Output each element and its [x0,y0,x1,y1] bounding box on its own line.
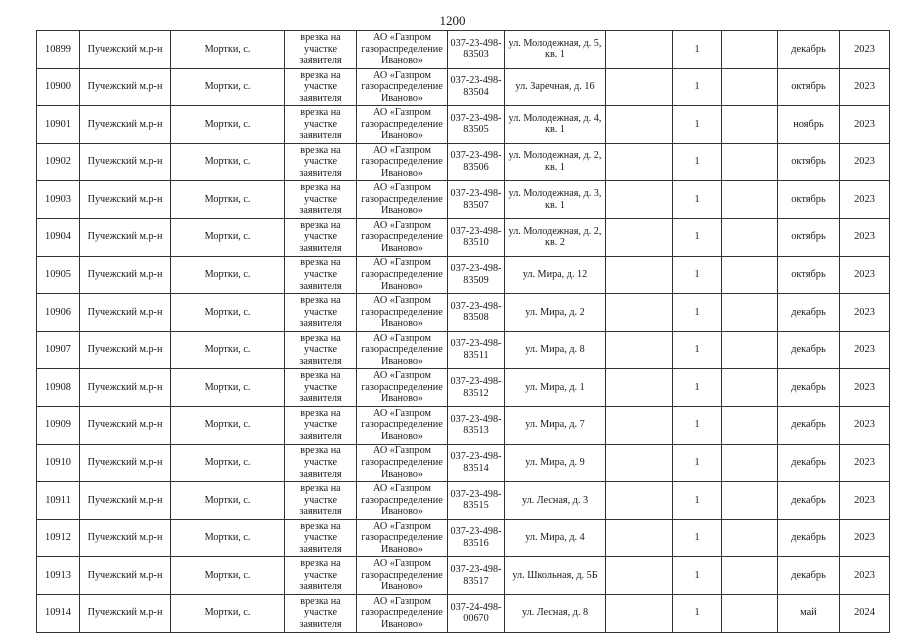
work-type-cell: врезка на участке заявителя [285,106,357,144]
empty-cell [722,519,778,557]
empty-cell [722,369,778,407]
table-row [37,482,890,520]
quantity-cell: 1 [673,256,722,294]
application-code-cell: 037-23-498-83507 [448,181,505,219]
completion-month-cell: декабрь [778,294,840,332]
completion-month-cell: декабрь [778,406,840,444]
district-cell: Пучежский м.р-н [80,294,171,332]
district-cell: Пучежский м.р-н [80,519,171,557]
completion-year-cell: 2023 [840,482,890,520]
district-cell: Пучежский м.р-н [80,444,171,482]
address-cell: ул. Молодежная, д. 3, кв. 1 [505,181,606,219]
address-cell: ул. Мира, д. 12 [505,256,606,294]
work-type-cell: врезка на участке заявителя [285,181,357,219]
table-row [37,256,890,294]
completion-month-cell: октябрь [778,256,840,294]
application-code-cell: 037-23-498-83516 [448,519,505,557]
table-row [37,68,890,106]
table-row [37,294,890,332]
organization-cell: АО «Газпром газораспределение Иваново» [357,519,448,557]
settlement-cell: Мортки, с. [171,369,285,407]
completion-year-cell: 2023 [840,294,890,332]
object-number-cell: 10908 [37,369,80,407]
empty-cell [606,181,673,219]
empty-cell [606,406,673,444]
empty-cell [722,143,778,181]
settlement-cell: Мортки, с. [171,31,285,69]
quantity-cell: 1 [673,181,722,219]
organization-cell: АО «Газпром газораспределение Иваново» [357,31,448,69]
application-code-cell: 037-23-498-83505 [448,106,505,144]
district-cell: Пучежский м.р-н [80,181,171,219]
work-type-cell: врезка на участке заявителя [285,406,357,444]
application-code-cell: 037-23-498-83508 [448,294,505,332]
address-cell: ул. Лесная, д. 3 [505,482,606,520]
object-number-cell: 10905 [37,256,80,294]
completion-year-cell: 2023 [840,106,890,144]
empty-cell [606,519,673,557]
object-number-cell: 10901 [37,106,80,144]
quantity-cell: 1 [673,594,722,632]
address-cell: ул. Молодежная, д. 4, кв. 1 [505,106,606,144]
empty-cell [722,444,778,482]
address-cell: ул. Мира, д. 1 [505,369,606,407]
table-row [37,31,890,69]
quantity-cell: 1 [673,369,722,407]
address-cell: ул. Молодежная, д. 2, кв. 1 [505,143,606,181]
completion-month-cell: декабрь [778,519,840,557]
completion-year-cell: 2023 [840,181,890,219]
completion-month-cell: декабрь [778,331,840,369]
organization-cell: АО «Газпром газораспределение Иваново» [357,106,448,144]
registry-sheet [36,30,889,630]
address-cell: ул. Мира, д. 8 [505,331,606,369]
completion-year-cell: 2023 [840,406,890,444]
district-cell: Пучежский м.р-н [80,482,171,520]
completion-year-cell: 2023 [840,31,890,69]
settlement-cell: Мортки, с. [171,218,285,256]
work-type-cell: врезка на участке заявителя [285,482,357,520]
object-number-cell: 10913 [37,557,80,595]
completion-month-cell: октябрь [778,68,840,106]
district-cell: Пучежский м.р-н [80,68,171,106]
organization-cell: АО «Газпром газораспределение Иваново» [357,256,448,294]
completion-month-cell: октябрь [778,218,840,256]
object-number-cell: 10902 [37,143,80,181]
work-type-cell: врезка на участке заявителя [285,31,357,69]
completion-year-cell: 2023 [840,143,890,181]
settlement-cell: Мортки, с. [171,256,285,294]
completion-year-cell: 2023 [840,369,890,407]
completion-year-cell: 2023 [840,557,890,595]
empty-cell [606,482,673,520]
address-cell: ул. Мира, д. 9 [505,444,606,482]
empty-cell [722,557,778,595]
quantity-cell: 1 [673,482,722,520]
quantity-cell: 1 [673,557,722,595]
work-type-cell: врезка на участке заявителя [285,143,357,181]
work-type-cell: врезка на участке заявителя [285,68,357,106]
application-code-cell: 037-23-498-83512 [448,369,505,407]
table-row [37,181,890,219]
empty-cell [606,331,673,369]
quantity-cell: 1 [673,68,722,106]
empty-cell [606,256,673,294]
work-type-cell: врезка на участке заявителя [285,369,357,407]
table-row [37,557,890,595]
object-number-cell: 10904 [37,218,80,256]
organization-cell: АО «Газпром газораспределение Иваново» [357,331,448,369]
organization-cell: АО «Газпром газораспределение Иваново» [357,557,448,595]
completion-year-cell: 2023 [840,256,890,294]
completion-year-cell: 2023 [840,68,890,106]
district-cell: Пучежский м.р-н [80,143,171,181]
completion-year-cell: 2023 [840,218,890,256]
completion-month-cell: октябрь [778,181,840,219]
table-row [37,106,890,144]
district-cell: Пучежский м.р-н [80,218,171,256]
empty-cell [722,256,778,294]
quantity-cell: 1 [673,519,722,557]
object-number-cell: 10911 [37,482,80,520]
page-number: 1200 [439,13,466,28]
table-row [37,369,890,407]
district-cell: Пучежский м.р-н [80,369,171,407]
object-number-cell: 10907 [37,331,80,369]
completion-month-cell: октябрь [778,143,840,181]
settlement-cell: Мортки, с. [171,594,285,632]
quantity-cell: 1 [673,106,722,144]
empty-cell [606,557,673,595]
address-cell: ул. Мира, д. 4 [505,519,606,557]
object-number-cell: 10899 [37,31,80,69]
organization-cell: АО «Газпром газораспределение Иваново» [357,143,448,181]
application-code-cell: 037-23-498-83506 [448,143,505,181]
empty-cell [606,143,673,181]
object-number-cell: 10909 [37,406,80,444]
organization-cell: АО «Газпром газораспределение Иваново» [357,181,448,219]
empty-cell [722,294,778,332]
table-row [37,594,890,632]
address-cell: ул. Заречная, д. 16 [505,68,606,106]
address-cell: ул. Школьная, д. 5Б [505,557,606,595]
settlement-cell: Мортки, с. [171,519,285,557]
district-cell: Пучежский м.р-н [80,406,171,444]
settlement-cell: Мортки, с. [171,444,285,482]
object-number-cell: 10910 [37,444,80,482]
organization-cell: АО «Газпром газораспределение Иваново» [357,482,448,520]
empty-cell [606,294,673,332]
empty-cell [606,218,673,256]
registry-body [37,31,890,633]
settlement-cell: Мортки, с. [171,482,285,520]
completion-month-cell: декабрь [778,369,840,407]
empty-cell [606,31,673,69]
work-type-cell: врезка на участке заявителя [285,557,357,595]
organization-cell: АО «Газпром газораспределение Иваново» [357,444,448,482]
completion-year-cell: 2023 [840,331,890,369]
work-type-cell: врезка на участке заявителя [285,594,357,632]
completion-year-cell: 2023 [840,444,890,482]
empty-cell [722,218,778,256]
organization-cell: АО «Газпром газораспределение Иваново» [357,406,448,444]
quantity-cell: 1 [673,218,722,256]
table-row [37,406,890,444]
empty-cell [606,68,673,106]
work-type-cell: врезка на участке заявителя [285,519,357,557]
work-type-cell: врезка на участке заявителя [285,444,357,482]
empty-cell [606,369,673,407]
settlement-cell: Мортки, с. [171,143,285,181]
settlement-cell: Мортки, с. [171,331,285,369]
completion-year-cell: 2023 [840,519,890,557]
application-code-cell: 037-23-498-83513 [448,406,505,444]
quantity-cell: 1 [673,444,722,482]
settlement-cell: Мортки, с. [171,181,285,219]
quantity-cell: 1 [673,331,722,369]
empty-cell [606,594,673,632]
organization-cell: АО «Газпром газораспределение Иваново» [357,218,448,256]
application-code-cell: 037-23-498-83509 [448,256,505,294]
district-cell: Пучежский м.р-н [80,106,171,144]
work-type-cell: врезка на участке заявителя [285,256,357,294]
gasification-registry-table [36,30,890,633]
empty-cell [606,444,673,482]
quantity-cell: 1 [673,31,722,69]
empty-cell [722,406,778,444]
quantity-cell: 1 [673,143,722,181]
settlement-cell: Мортки, с. [171,294,285,332]
empty-cell [722,331,778,369]
work-type-cell: врезка на участке заявителя [285,218,357,256]
table-row [37,519,890,557]
object-number-cell: 10914 [37,594,80,632]
settlement-cell: Мортки, с. [171,106,285,144]
application-code-cell: 037-23-498-83514 [448,444,505,482]
district-cell: Пучежский м.р-н [80,557,171,595]
address-cell: ул. Молодежная, д. 2, кв. 2 [505,218,606,256]
completion-month-cell: декабрь [778,557,840,595]
district-cell: Пучежский м.р-н [80,256,171,294]
organization-cell: АО «Газпром газораспределение Иваново» [357,294,448,332]
table-row [37,331,890,369]
quantity-cell: 1 [673,294,722,332]
address-cell: ул. Лесная, д. 8 [505,594,606,632]
empty-cell [722,482,778,520]
table-row [37,218,890,256]
address-cell: ул. Мира, д. 7 [505,406,606,444]
object-number-cell: 10903 [37,181,80,219]
work-type-cell: врезка на участке заявителя [285,331,357,369]
district-cell: Пучежский м.р-н [80,31,171,69]
table-row [37,143,890,181]
empty-cell [722,181,778,219]
quantity-cell: 1 [673,406,722,444]
completion-year-cell: 2024 [840,594,890,632]
empty-cell [722,594,778,632]
application-code-cell: 037-23-498-83503 [448,31,505,69]
application-code-cell: 037-23-498-83515 [448,482,505,520]
completion-month-cell: май [778,594,840,632]
empty-cell [722,68,778,106]
application-code-cell: 037-23-498-83504 [448,68,505,106]
empty-cell [722,31,778,69]
district-cell: Пучежский м.р-н [80,594,171,632]
application-code-cell: 037-24-498-00670 [448,594,505,632]
object-number-cell: 10912 [37,519,80,557]
settlement-cell: Мортки, с. [171,406,285,444]
completion-month-cell: декабрь [778,482,840,520]
table-row [37,444,890,482]
completion-month-cell: декабрь [778,444,840,482]
empty-cell [606,106,673,144]
organization-cell: АО «Газпром газораспределение Иваново» [357,594,448,632]
application-code-cell: 037-23-498-83517 [448,557,505,595]
settlement-cell: Мортки, с. [171,557,285,595]
settlement-cell: Мортки, с. [171,68,285,106]
organization-cell: АО «Газпром газораспределение Иваново» [357,369,448,407]
district-cell: Пучежский м.р-н [80,331,171,369]
address-cell: ул. Молодежная, д. 5, кв. 1 [505,31,606,69]
application-code-cell: 037-23-498-83511 [448,331,505,369]
object-number-cell: 10900 [37,68,80,106]
address-cell: ул. Мира, д. 2 [505,294,606,332]
organization-cell: АО «Газпром газораспределение Иваново» [357,68,448,106]
application-code-cell: 037-23-498-83510 [448,218,505,256]
completion-month-cell: ноябрь [778,106,840,144]
work-type-cell: врезка на участке заявителя [285,294,357,332]
empty-cell [722,106,778,144]
completion-month-cell: декабрь [778,31,840,69]
object-number-cell: 10906 [37,294,80,332]
